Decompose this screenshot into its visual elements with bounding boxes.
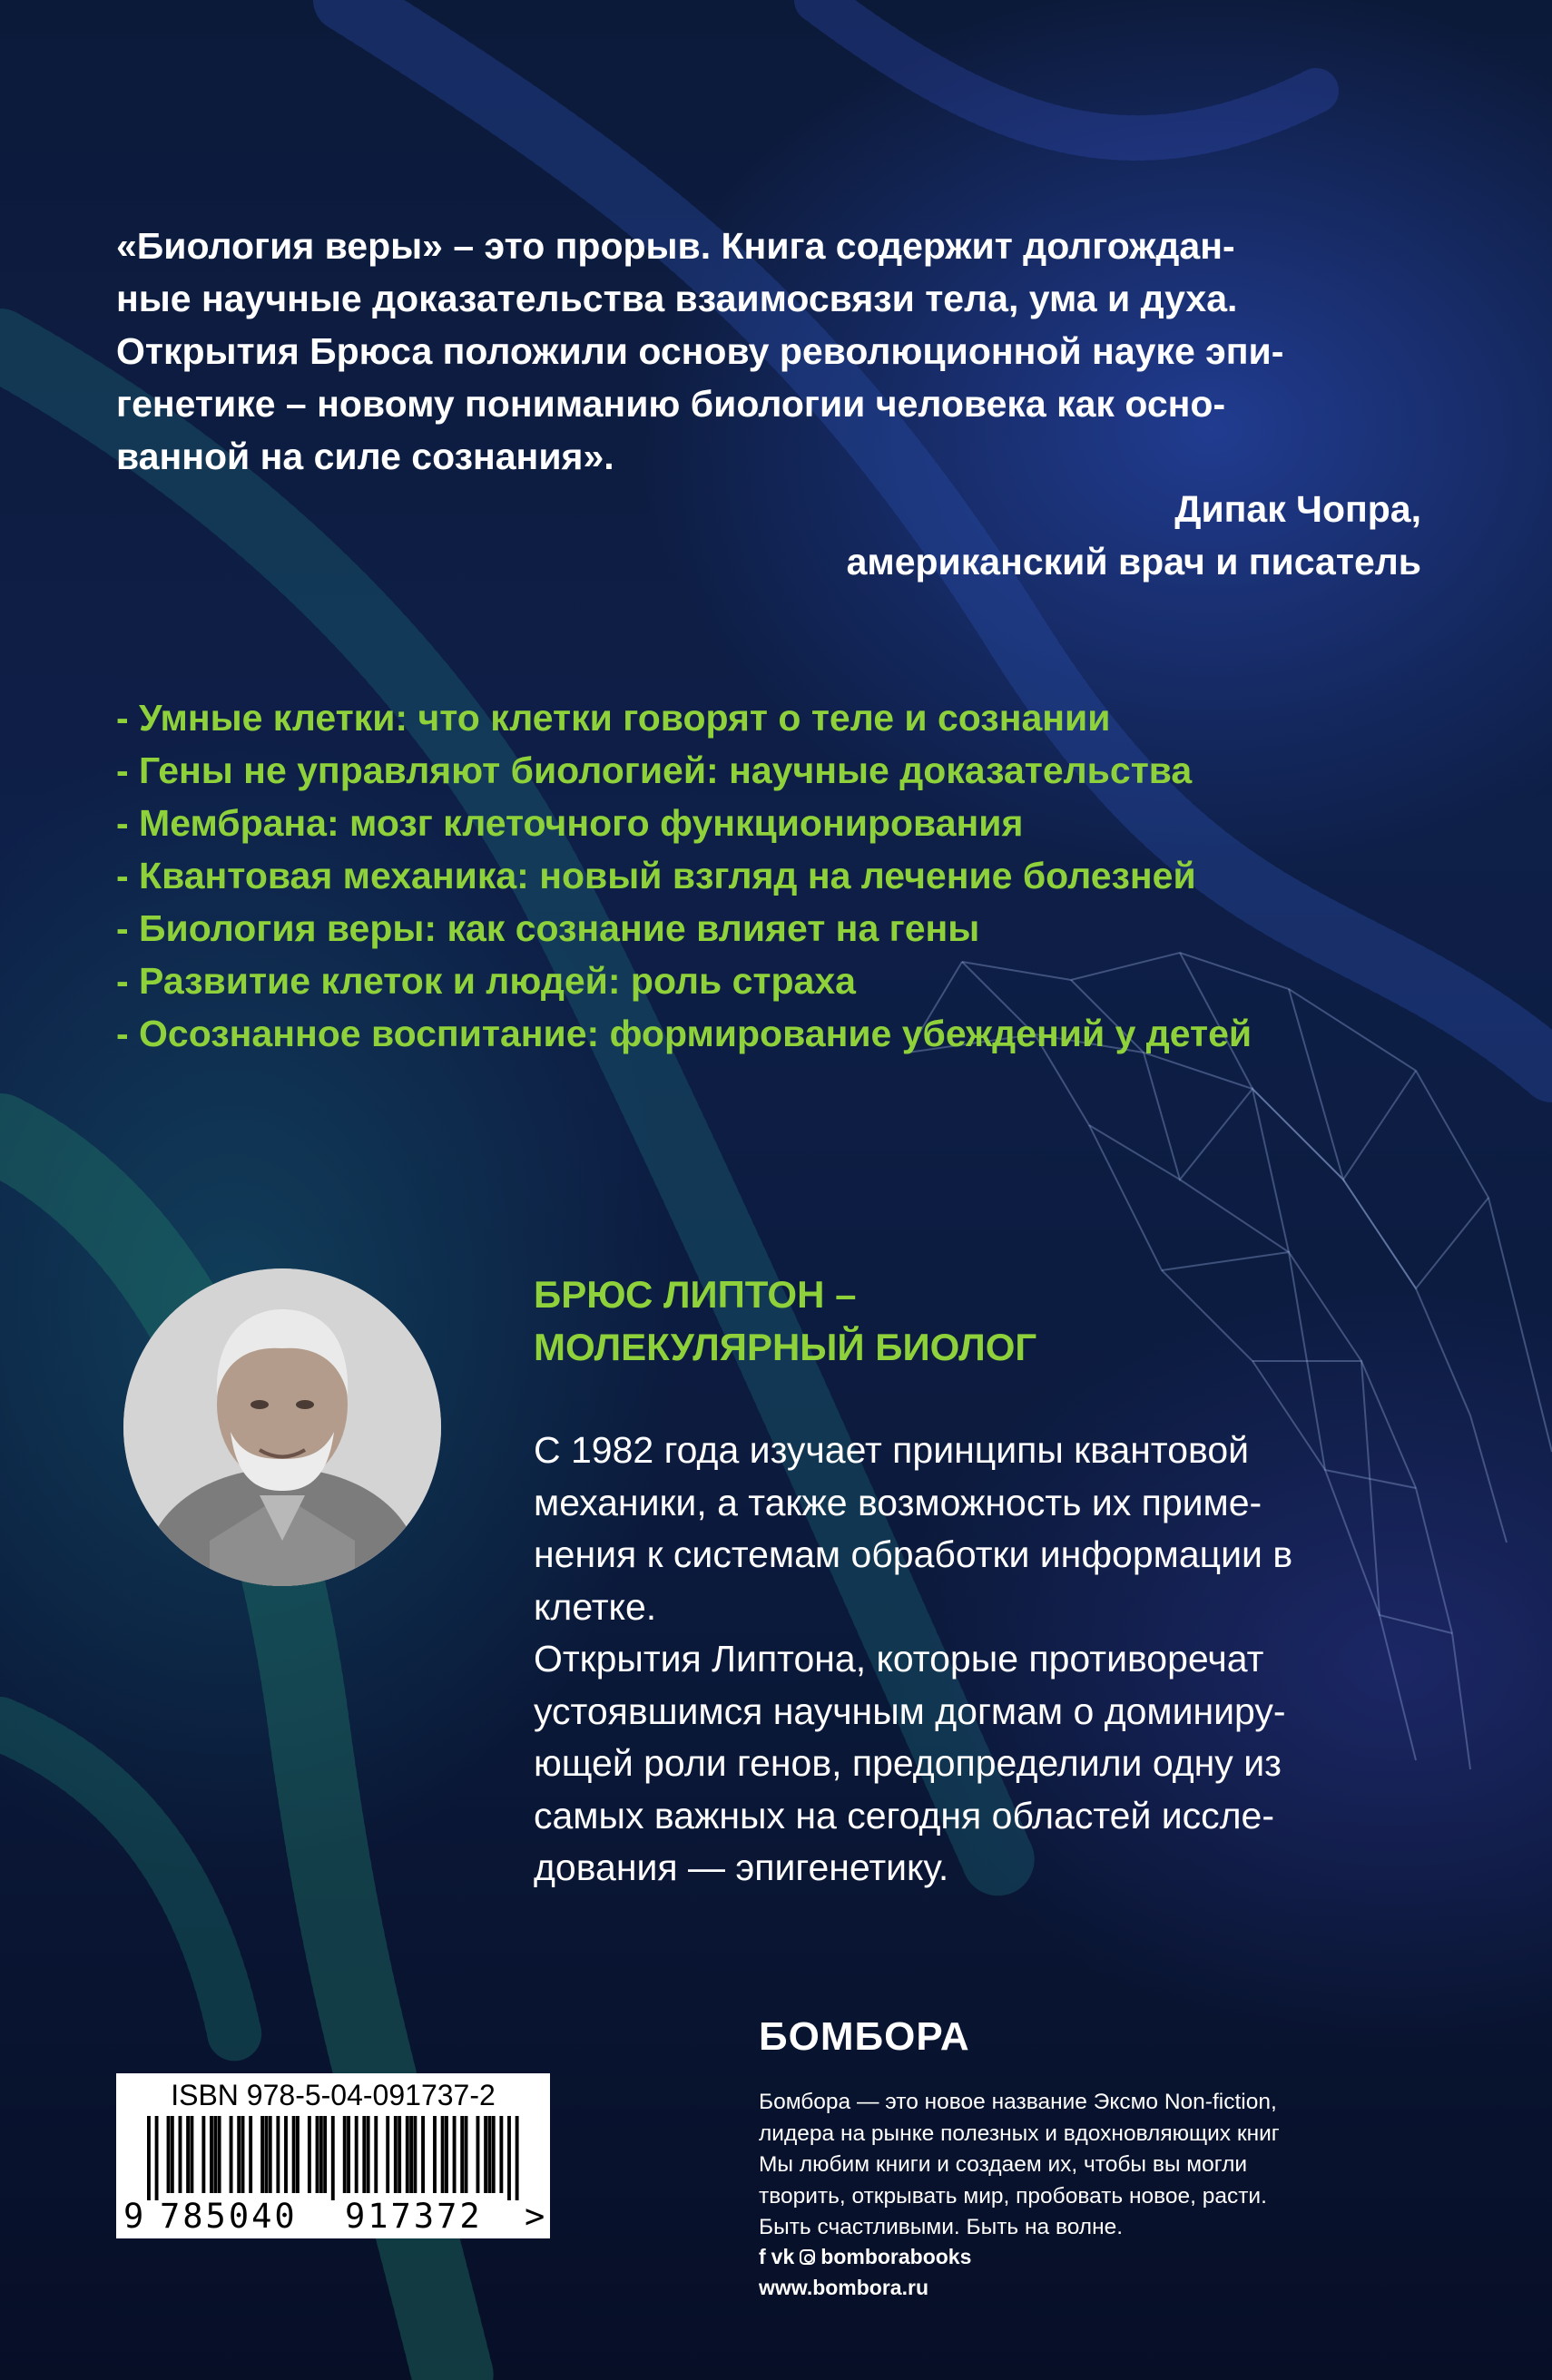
barcode-bar	[343, 2116, 347, 2193]
bio-line: нения к системам обработки информации в	[534, 1533, 1293, 1575]
barcode-bar	[499, 2116, 503, 2193]
feature-item: - Умные клетки: что клетки говорят о теле и сознании	[116, 697, 1111, 739]
feature-item: - Квантовая механика: новый взгляд на лечение болезней	[116, 855, 1196, 896]
barcode-bar	[260, 2116, 264, 2193]
barcode-bar	[276, 2116, 280, 2193]
feature-item: - Мембрана: мозг клеточного функционирования	[116, 802, 1024, 844]
barcode-bar	[237, 2116, 241, 2193]
barcode-bar	[249, 2116, 252, 2193]
barcode-bar	[362, 2116, 366, 2193]
feature-item: - Осознанное воспитание: формирование убеждений у детей	[116, 1013, 1252, 1054]
barcode-bar	[413, 2116, 417, 2193]
barcode-bar	[355, 2116, 359, 2193]
barcode-bar	[453, 2116, 457, 2193]
barcode-bar	[190, 2116, 193, 2193]
barcode-bars-icon	[147, 2116, 519, 2200]
quote-line: ные научные доказательства взаимосвязи тела, ума и духа.	[116, 278, 1238, 319]
publisher-logo: БОМБОРА	[759, 2014, 970, 2059]
barcode-bar	[241, 2116, 245, 2193]
barcode-lead-digit: 9	[123, 2197, 147, 2236]
bio-line: дования — эпигенетику.	[534, 1846, 949, 1888]
barcode-bar	[296, 2116, 300, 2193]
barcode-bar	[167, 2116, 171, 2193]
quote-line: генетике – новому пониманию биологии человека как осно-	[116, 383, 1226, 425]
barcode-bar	[492, 2116, 496, 2193]
barcode-bar	[367, 2116, 370, 2193]
barcode-tail-mark: >	[525, 2197, 548, 2236]
social-row	[759, 2241, 971, 2272]
barcode-bar	[201, 2116, 205, 2193]
publisher-line: творить, открывать мир, пробовать новое, расти.	[759, 2183, 1267, 2209]
quote-author-name: Дипак Чопра,	[1174, 488, 1421, 530]
barcode-bar	[179, 2116, 182, 2193]
barcode-bar	[171, 2116, 174, 2193]
publisher-line: Быть счастливыми. Быть на волне.	[759, 2215, 1124, 2239]
barcode-bar	[374, 2116, 378, 2193]
barcode-bar	[409, 2116, 413, 2193]
quote-line: ванной на силе сознания».	[116, 436, 614, 477]
barcode-bar	[516, 2116, 519, 2200]
publisher-line: Мы любим книги и создаем их, чтобы вы могли	[759, 2152, 1248, 2177]
barcode-left-digits: 785040	[160, 2197, 298, 2236]
barcode-bar	[230, 2116, 233, 2193]
bio-line: устоявшимся научным догмам о доминиру-	[534, 1690, 1286, 1732]
isbn-number: ISBN 978-5-04-091737-2	[171, 2079, 496, 2111]
barcode-bar	[484, 2116, 487, 2193]
barcode-bar	[292, 2116, 296, 2193]
barcode-bar	[487, 2116, 491, 2193]
barcode-bar	[398, 2116, 401, 2193]
feature-item: - Гены не управляют биологией: научные доказательства	[116, 749, 1193, 791]
quote-attribution	[847, 483, 1421, 588]
vk-icon[interactable]: vk	[771, 2245, 795, 2268]
feature-item: - Развитие клеток и людей: роль страха	[116, 960, 856, 1002]
barcode-bar	[269, 2116, 272, 2193]
author-heading	[534, 1268, 1036, 1374]
author-heading-line: МОЛЕКУЛЯРНЫЙ БИОЛОГ	[534, 1326, 1037, 1368]
barcode-bar	[386, 2116, 389, 2193]
author-heading-line: БРЮС ЛИПТОН –	[534, 1273, 857, 1316]
barcode-bar	[155, 2116, 159, 2200]
isbn-barcode	[116, 2073, 550, 2238]
bio-line: ющей роли генов, предопределили одну из	[534, 1742, 1282, 1784]
barcode-bar	[284, 2116, 288, 2193]
barcode-bar	[394, 2116, 398, 2193]
barcode-bar	[331, 2116, 335, 2200]
author-photo	[123, 1268, 441, 1586]
barcode-bar	[465, 2116, 468, 2193]
quote-line: «Биология веры» – это прорыв. Книга содержит долгождан-	[116, 225, 1235, 267]
publisher-description	[759, 2087, 1280, 2244]
bio-line: Открытия Липтона, которые противоречат	[534, 1638, 1264, 1680]
barcode-bar	[264, 2116, 268, 2193]
author-bio	[534, 1425, 1292, 1895]
barcode-bar	[347, 2116, 350, 2193]
barcode-right-digits: 917372	[345, 2197, 483, 2236]
barcode-bar	[316, 2116, 319, 2193]
bio-line: С 1982 года изучает принципы квантовой	[534, 1429, 1250, 1471]
publisher-line: лидера на рынке полезных и вдохновляющих книг	[759, 2120, 1280, 2146]
publisher-website[interactable]: www.bombora.ru	[759, 2276, 928, 2299]
author-portrait-icon	[123, 1268, 441, 1586]
barcode-bar	[308, 2116, 311, 2193]
barcode-bar	[441, 2116, 445, 2193]
publisher-contacts	[759, 2241, 971, 2303]
barcode-bar	[460, 2116, 464, 2193]
barcode-bar	[213, 2116, 217, 2193]
barcode-bar	[210, 2116, 213, 2193]
barcode-bar	[507, 2116, 511, 2200]
barcode-bar	[406, 2116, 409, 2193]
barcode-bar	[445, 2116, 448, 2193]
barcode-bar	[319, 2116, 323, 2193]
feature-list	[116, 691, 1252, 1060]
quote-author-role: американский врач и писатель	[846, 541, 1421, 583]
social-handle[interactable]: bomborabooks	[820, 2245, 972, 2268]
instagram-icon[interactable]	[800, 2249, 815, 2265]
barcode-bar	[186, 2116, 190, 2193]
bio-line: клетке.	[534, 1585, 657, 1628]
facebook-icon[interactable]: f	[759, 2245, 766, 2268]
barcode-bar	[476, 2116, 480, 2193]
barcode-bar	[323, 2116, 327, 2193]
barcode-bar	[147, 2116, 151, 2200]
barcode-bar	[421, 2116, 425, 2193]
quote-line: Открытия Брюса положили основу революционной науке эпи-	[116, 330, 1284, 372]
barcode-bar	[218, 2116, 221, 2193]
bio-line: механики, а также возможность их приме-	[534, 1481, 1262, 1523]
publisher-line: Бомбора — это новое название Эксмо Non-fiction,	[759, 2090, 1277, 2114]
feature-item: - Биология веры: как сознание влияет на гены	[116, 907, 980, 949]
bio-line: самых важных на сегодня областей иссле-	[534, 1794, 1275, 1836]
endorsement-quote	[116, 220, 1423, 483]
barcode-bar	[433, 2116, 437, 2193]
